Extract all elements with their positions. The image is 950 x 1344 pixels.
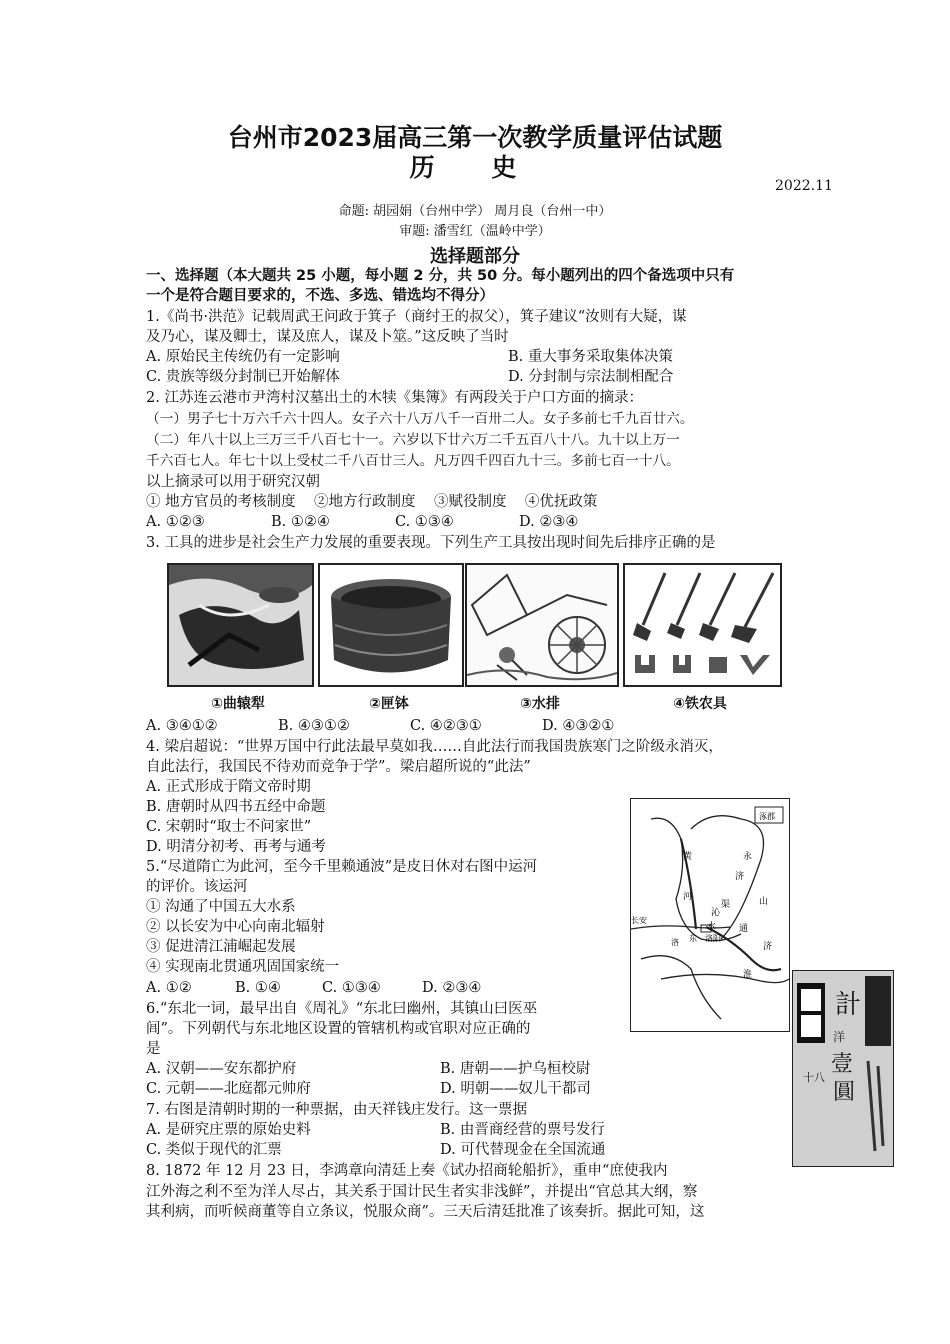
q2-excerpt-2b: 千六百七人。年七十以上受杖二千八百廿三人。凡万四千四百九十三。多前七百一十八。 bbox=[146, 453, 680, 469]
exam-title: 台州市2023届高三第一次教学质量评估试题 bbox=[227, 123, 723, 152]
curved-plough-image bbox=[167, 563, 314, 687]
q3-stem: 3. 工具的进步是社会生产力发展的重要表现。下列生产工具按出现时间先后排序正确的是 bbox=[146, 535, 716, 551]
q4-option-a: A. 正式形成于隋文帝时期 bbox=[146, 779, 311, 795]
q4-option-b: B. 唐朝时从四书五经中命题 bbox=[146, 799, 326, 815]
grand-canal-map bbox=[630, 798, 790, 1032]
q7-option-a: A. 是研究庄票的原始史料 bbox=[146, 1122, 311, 1138]
section-title: 选择题部分 bbox=[430, 246, 520, 267]
caption-curved-plough: ①曲辕犁 bbox=[211, 696, 265, 712]
q3-option-a: A. ③④①② bbox=[146, 718, 218, 734]
instructions-line-2: 一个是符合题目要求的，不选、多选、错选均不得分） bbox=[146, 288, 494, 304]
q5-option-d: D. ②③④ bbox=[422, 980, 482, 996]
banknote-glyph-yi: 壹 bbox=[831, 1052, 854, 1077]
map-label-ji-1: 济 bbox=[735, 872, 745, 882]
q5-item-4: ④ 实现南北贯通巩固国家统一 bbox=[146, 959, 340, 975]
q8-line-2: 江外海之利不至为洋人尽占，其关系于国计民生者实非浅鲜”，并提出“官总其大纲，察 bbox=[146, 1184, 698, 1200]
map-label-qin: 沁 bbox=[711, 908, 721, 918]
q1-stem-1: 1.《尚书·洪范》记载周武王问政于箕子（商纣王的叔父），箕子建议“汝则有大疑，谋 bbox=[146, 309, 687, 325]
q4-option-c: C. 宋朝时“取士不问家世” bbox=[146, 819, 312, 835]
q6-stem-3: 是 bbox=[146, 1041, 161, 1057]
banknote-glyph-ji: 計 bbox=[835, 990, 862, 1020]
q2-option-a: A. ①②③ bbox=[146, 514, 205, 530]
q5-option-c: C. ①③④ bbox=[322, 980, 381, 996]
q6-stem-2: 闾”。下列朝代与东北地区设置的管辖机构或官职对应正确的 bbox=[146, 1021, 531, 1037]
banknote-glyph-yuan: 圓 bbox=[833, 1080, 856, 1105]
q3-option-d: D. ④③②① bbox=[542, 718, 615, 734]
tianxiang-banknote-image bbox=[792, 970, 894, 1167]
map-label-zhuojun: 涿郡 bbox=[759, 812, 775, 821]
map-label-ji-2: 济 bbox=[763, 942, 773, 952]
map-label-he: 河 bbox=[683, 892, 693, 902]
banknote-glyph-shiba: 十八 bbox=[803, 1071, 825, 1084]
q6-option-a: A. 汉朝——安东都护府 bbox=[146, 1061, 297, 1077]
map-label-luoyang: 洛阳 bbox=[705, 934, 721, 943]
q1-stem-2: 及乃心，谋及卿士，谋及庶人，谋及卜筮。”这反映了当时 bbox=[146, 329, 509, 345]
map-label-luo: 洛 bbox=[671, 938, 679, 947]
caption-iron-tools: ④铁农具 bbox=[673, 696, 727, 712]
q2-option-b: B. ①②④ bbox=[271, 514, 330, 530]
map-label-tong: 通 bbox=[739, 924, 749, 934]
q2-items: ① 地方官员的考核制度 ②地方行政制度 ③赋役制度 ④优抚政策 bbox=[146, 494, 598, 510]
iron-tools-image bbox=[623, 563, 782, 687]
map-label-yong: 永 bbox=[743, 852, 753, 862]
q5-item-3: ③ 促进清江浦崛起发展 bbox=[146, 939, 296, 955]
q7-option-c: C. 类似于现代的汇票 bbox=[146, 1142, 282, 1158]
q2-option-d: D. ②③④ bbox=[519, 514, 579, 530]
q2-stem-1: 2. 江苏连云港市尹湾村汉墓出土的木犊《集簿》有两段关于户口方面的摘录： bbox=[146, 390, 643, 406]
q6-option-c: C. 元朝——北庭都元帅府 bbox=[146, 1081, 311, 1097]
q8-line-1: 8. 1872 年 12 月 23 日，李鸿章向清廷上奏《试办招商轮船折》，重申“庶使我内 bbox=[146, 1163, 668, 1179]
q5-option-b: B. ①④ bbox=[235, 980, 281, 996]
q8-line-3: 其利病，而听候商董等自立条议，悦服众商”。三天后清廷批准了该奏折。据此可知，这 bbox=[146, 1204, 705, 1220]
caption-saggar: ②匣钵 bbox=[369, 696, 409, 712]
caption-water-bellows: ③水排 bbox=[520, 696, 560, 712]
map-label-changan: 长安 bbox=[631, 916, 647, 925]
subject-title: 历 史 bbox=[409, 153, 541, 182]
q5-option-a: A. ①② bbox=[146, 980, 192, 996]
q2-stem-2: 以上摘录可以用于研究汉朝 bbox=[146, 474, 320, 490]
q1-option-c: C. 贵族等级分封制已开始解体 bbox=[146, 369, 340, 385]
q6-stem-1: 6.“东北一词，最早出自《周礼》“东北曰幽州，其镇山曰医巫 bbox=[146, 1001, 538, 1017]
q1-option-b: B. 重大事务采取集体决策 bbox=[508, 349, 673, 365]
q3-option-c: C. ④②③① bbox=[410, 718, 482, 734]
q6-option-d: D. 明朝——奴儿干都司 bbox=[440, 1081, 591, 1097]
q7-stem: 7. 右图是清朝时期的一种票据，由天祥钱庄发行。这一票据 bbox=[146, 1102, 527, 1118]
map-label-qu: 渠 bbox=[721, 900, 731, 910]
q5-item-1: ① 沟通了中国五大水系 bbox=[146, 899, 296, 915]
q4-stem-2: 自此法行，我国民不待劝而竞争于学”。梁启超所说的“此法” bbox=[146, 759, 531, 775]
exam-date: 2022.11 bbox=[775, 178, 833, 194]
q5-item-2: ② 以长安为中心向南北辐射 bbox=[146, 919, 325, 935]
q4-option-d: D. 明清分初考、再考与通考 bbox=[146, 839, 326, 855]
q5-stem-2: 的评价。该运河 bbox=[146, 879, 248, 895]
q2-excerpt-2a: （二）年八十以上三万三千八百七十一。六岁以下廿六万二千五百八十八。九十以上万一 bbox=[146, 432, 680, 448]
map-label-dong: 东 bbox=[689, 934, 697, 943]
q7-option-b: B. 由晋商经营的票号发行 bbox=[440, 1122, 605, 1138]
map-label-huai: 淮 bbox=[743, 970, 753, 980]
reviewer-credit: 审题: 潘雪红（温岭中学） bbox=[399, 224, 551, 239]
q5-stem-1: 5.“尽道隋亡为此河，至今千里赖通波”是皮日休对右图中运河 bbox=[146, 859, 538, 875]
saggar-image bbox=[318, 563, 464, 687]
q1-option-a: A. 原始民主传统仍有一定影响 bbox=[146, 349, 340, 365]
author-credit: 命题: 胡园娟（台州中学） 周月良（台州一中） bbox=[338, 204, 612, 219]
map-label-huang: 黄 bbox=[683, 852, 693, 862]
q3-option-b: B. ④③①② bbox=[278, 718, 350, 734]
banknote-glyph-yang: 洋 bbox=[833, 1030, 846, 1044]
q7-option-d: D. 可代替现金在全国流通 bbox=[440, 1142, 606, 1158]
q2-excerpt-1: （一）男子七十万六千六十四人。女子六十八万八千一百卅二人。女子多前七千九百廿六。 bbox=[146, 411, 694, 427]
map-label-shui: 水 bbox=[707, 922, 717, 932]
instructions-line-1: 一、选择题（本大题共 25 小题，每小题 2 分，共 50 分。每小题列出的四个备选项中只有 bbox=[146, 268, 735, 284]
water-bellows-image bbox=[465, 563, 619, 687]
q2-option-c: C. ①③④ bbox=[395, 514, 454, 530]
q4-stem-1: 4. 梁启超说：“世界万国中行此法最早莫如我……自此法行而我国贵族寒门之阶级永消灭， bbox=[146, 739, 723, 755]
map-label-shan: 山 bbox=[759, 897, 769, 907]
q1-option-d: D. 分封制与宗法制相配合 bbox=[508, 369, 674, 385]
q6-option-b: B. 唐朝——护乌桓校尉 bbox=[440, 1061, 591, 1077]
